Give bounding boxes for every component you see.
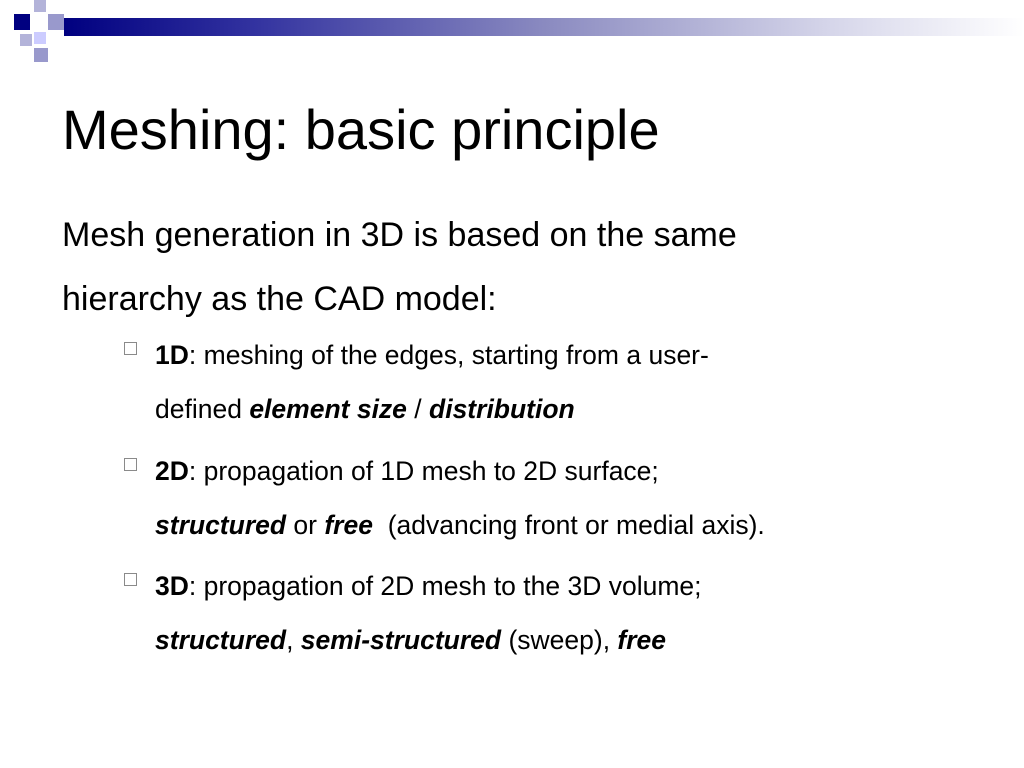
bullet-desc: : propagation of 1D mesh to 2D surface; [188, 456, 659, 486]
deco-square [14, 14, 30, 30]
emphasis-term: element size [249, 394, 407, 424]
bullet-line [155, 382, 975, 436]
bullet-desc: (sweep), [501, 625, 618, 655]
bullet-key: 1D [155, 340, 189, 370]
bullet-text [155, 444, 975, 552]
deco-square [34, 32, 46, 44]
bullet-desc: (advancing front or medial axis). [372, 510, 765, 540]
deco-square [20, 34, 32, 46]
bullet-text [155, 328, 975, 436]
emphasis-term: free [324, 510, 373, 540]
intro-line: hierarchy as the CAD model: [62, 280, 497, 318]
deco-square [34, 0, 46, 12]
separator: , [286, 625, 301, 655]
bullet-key: 2D [155, 456, 189, 486]
emphasis-term: structured [155, 625, 287, 655]
bullet-desc: defined [155, 394, 250, 424]
bullet-line [155, 328, 975, 382]
emphasis-term: free [617, 625, 667, 655]
square-bullet-icon [124, 458, 137, 471]
emphasis-term: semi-structured [300, 625, 502, 655]
bullet-line [155, 444, 975, 498]
emphasis-term: structured [155, 510, 287, 540]
bullet-key: 3D [155, 571, 189, 601]
bullet-line [155, 559, 975, 613]
square-bullet-icon [124, 342, 137, 355]
deco-square [34, 48, 48, 62]
square-bullet-icon [124, 573, 137, 586]
bullet-line [155, 613, 975, 667]
bullet-desc: : propagation of 2D mesh to the 3D volume; [188, 571, 702, 601]
bullet-desc: : meshing of the edges, starting from a user- [188, 340, 709, 370]
intro-paragraph [62, 203, 962, 331]
bullet-desc: or [286, 510, 325, 540]
bullet-text [155, 559, 975, 667]
separator: / [406, 394, 430, 424]
slide-title: Meshing: basic principle [62, 98, 660, 161]
intro-line: Mesh generation in 3D is based on the same [62, 216, 737, 254]
bullet-line [155, 498, 975, 552]
header-decoration [0, 0, 1024, 70]
emphasis-term: distribution [429, 394, 575, 424]
deco-square [48, 14, 64, 30]
header-gradient-band [64, 18, 1024, 36]
